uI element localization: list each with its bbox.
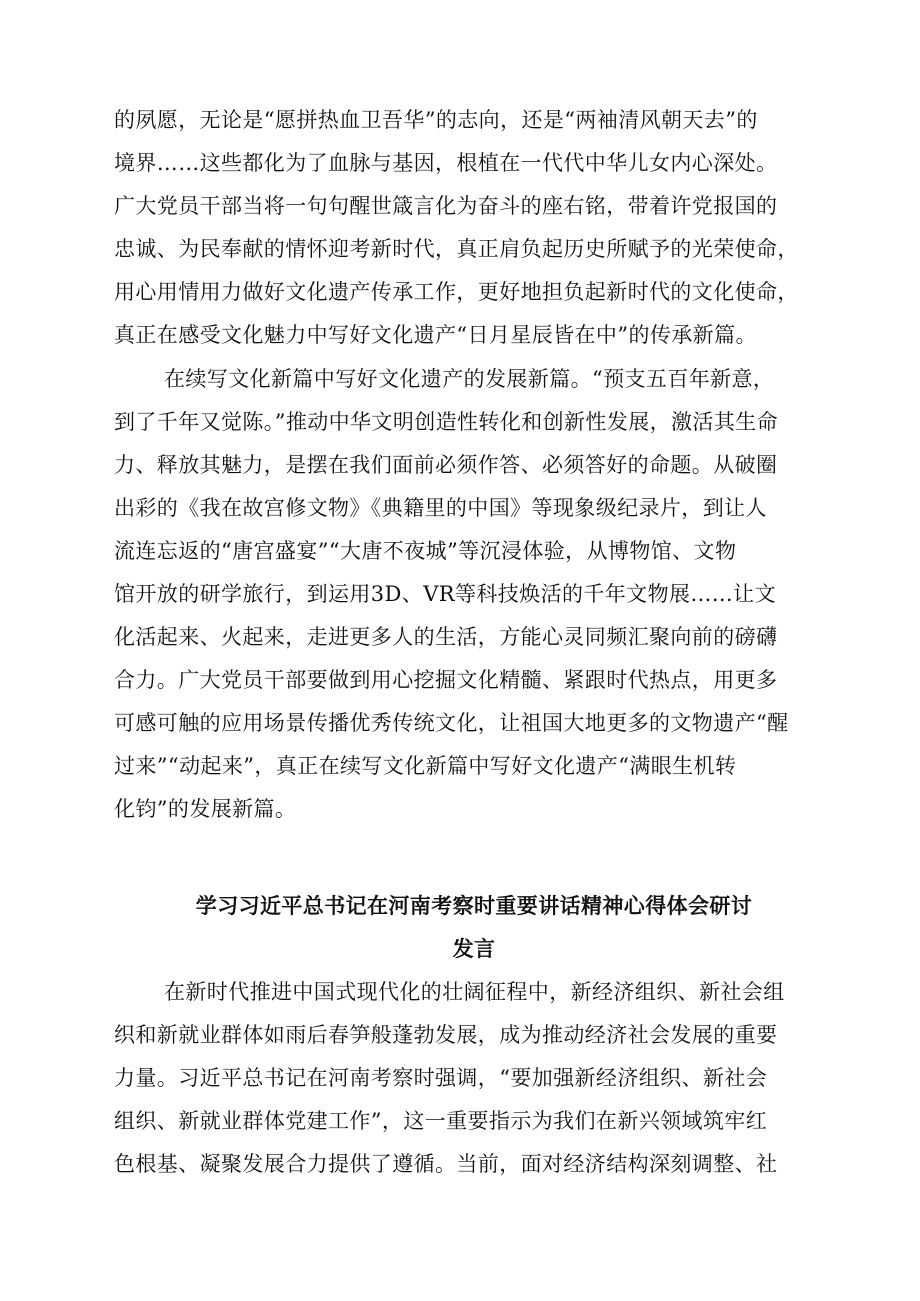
section-heading-line: 学习习近平总书记在河南考察时重要讲话精神心得体会研讨 [195, 894, 753, 918]
paragraph-1-line: 忠诚、为民奉献的情怀迎考新时代，真正肩负起历史所赋予的光荣使命， [114, 237, 799, 261]
paragraph-2 [114, 358, 834, 831]
paragraph-1-line: 用心用情用力做好文化遗产传承工作，更好地担负起新时代的文化使命， [114, 280, 799, 304]
paragraph-2-line: 可感可触的应用场景传播优秀传统文化，让祖国大地更多的文物遗产“醒 [114, 711, 789, 735]
paragraph-2-line: 化钧”的发展新篇。 [114, 797, 297, 821]
paragraph-3 [114, 971, 834, 1186]
paragraph-2-line: 过来”“动起来”，真正在续写文化新篇中写好文化遗产“满眼生机转 [114, 754, 737, 778]
paragraph-2-line: 流连忘返的“唐宫盛宴”“大唐不夜城”等沉浸体验，从博物馆、文物 [114, 539, 737, 563]
paragraph-2-line: 化活起来、火起来，走进更多人的生活，方能心灵同频汇聚向前的磅礴 [114, 625, 778, 649]
section-heading-line: 发言 [452, 937, 496, 961]
paragraph-1-line: 的夙愿，无论是“愿拼热血卫吾华”的志向，还是“两袖清风朝天去”的 [114, 108, 758, 132]
paragraph-3-line: 色根基、凝聚发展合力提供了遵循。当前，面对经济结构深刻调整、社 [114, 1152, 778, 1176]
paragraph-2-line: 在续写文化新篇中写好文化遗产的发展新篇。“预支五百年新意， [164, 367, 775, 391]
section-heading [114, 885, 834, 971]
paragraph-3-line: 力量。习近平总书记在河南考察时强调，“要加强新经济组织、新社会 [114, 1066, 768, 1090]
paragraph-1-line: 境界……这些都化为了血脉与基因，根植在一代代中华儿女内心深处。 [114, 151, 778, 175]
paragraph-2-line: 出彩的《我在故宫修文物》《典籍里的中国》等现象级纪录片，到让人 [114, 496, 767, 520]
paragraph-1-line: 广大党员干部当将一句句醒世箴言化为奋斗的座右铭，带着许党报国的 [114, 194, 778, 218]
paragraph-2-line: 到了千年又觉陈。”推动中华文明创造性转化和创新性发展，激活其生命 [114, 410, 779, 434]
paragraph-2-line: 馆开放的研学旅行，到运用3D、VR等科技焕活的千年文物展……让文 [114, 582, 776, 606]
paragraph-2-line: 力、释放其魅力，是摆在我们面前必须作答、必须答好的命题。从破圈 [114, 453, 778, 477]
paragraph-2-line: 合力。广大党员干部要做到用心挖掘文化精髓、紧跟时代热点，用更多 [114, 668, 778, 692]
paragraph-1-line: 真正在感受文化魅力中写好文化遗产“日月星辰皆在中”的传承新篇。 [114, 323, 757, 347]
paragraph-3-line: 织和新就业群体如雨后春笋般蓬勃发展，成为推动经济社会发展的重要 [114, 1023, 778, 1047]
paragraph-3-line: 在新时代推进中国式现代化的壮阔征程中，新经济组织、新社会组 [164, 980, 785, 1004]
paragraph-1 [114, 99, 834, 357]
paragraph-3-line: 组织、新就业群体党建工作”，这一重要指示为我们在新兴领域筑牢红 [114, 1109, 768, 1133]
